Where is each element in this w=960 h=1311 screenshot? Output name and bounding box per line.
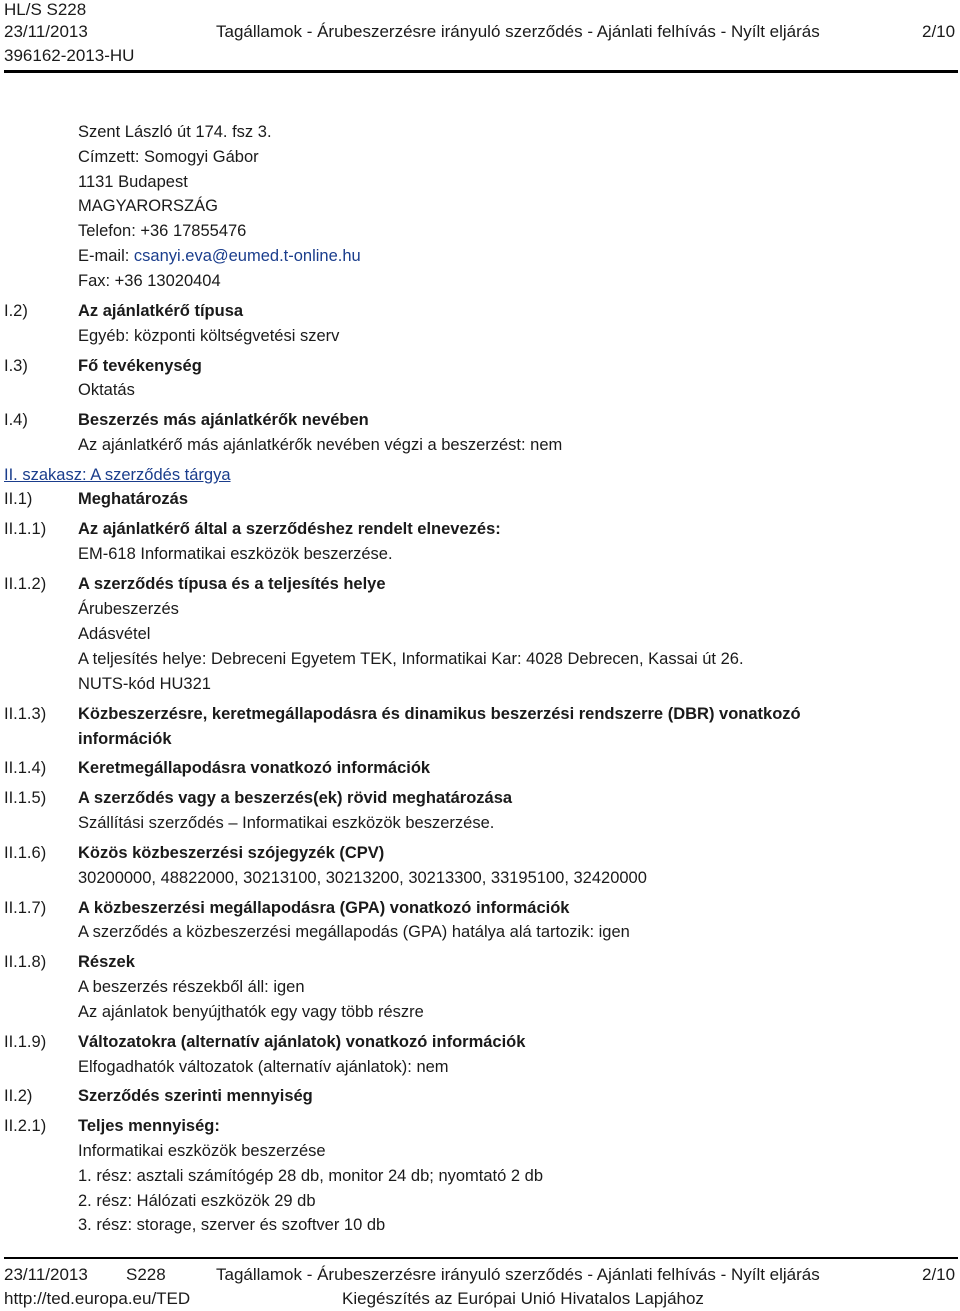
section-number-i4: I.4) bbox=[4, 411, 28, 429]
contact-email-link[interactable]: csanyi.eva@eumed.t-online.hu bbox=[133, 247, 361, 265]
section-number-ii2: II.2) bbox=[4, 1087, 33, 1105]
section-title1-ii13: Közbeszerzésre, keretmegállapodásra és dinamikus beszerzési rendszerre (DBR) vonatkozó bbox=[78, 705, 801, 723]
section-number-ii1: II.1) bbox=[4, 490, 33, 508]
section-line4-ii21: 3. rész: storage, szerver és szoftver 10 db bbox=[78, 1216, 386, 1234]
header-date: 23/11/2013 bbox=[4, 22, 88, 41]
section-title-ii15: A szerződés vagy a beszerzés(ek) rövid meghatározása bbox=[78, 789, 513, 807]
section-title-ii11: Az ajánlatkérő által a szerződéshez rendelt elnevezés: bbox=[78, 520, 501, 538]
section-number-i2: I.2) bbox=[4, 302, 28, 320]
footer-url[interactable]: http://ted.europa.eu/TED bbox=[4, 1289, 191, 1308]
header-title: Tagállamok - Árubeszerzésre irányuló szerződés - Ajánlati felhívás - Nyílt eljárás bbox=[216, 22, 820, 41]
doc-code: HL/S S228 bbox=[4, 0, 87, 19]
section-line2-ii12: Adásvétel bbox=[78, 625, 151, 643]
footer-title: Tagállamok - Árubeszerzésre irányuló szerződés - Ajánlati felhívás - Nyílt eljárás bbox=[216, 1265, 820, 1284]
section-title-ii18: Részek bbox=[78, 953, 135, 971]
section-title-ii19: Változatokra (alternatív ajánlatok) vonatkozó információk bbox=[78, 1033, 526, 1051]
section-number-ii12: II.1.2) bbox=[4, 575, 47, 593]
section-line2-ii21: 1. rész: asztali számítógép 28 db, monitor 24 db; nyomtató 2 db bbox=[78, 1167, 544, 1185]
section-text-ii15: Szállítási szerződés – Informatikai eszközök beszerzése. bbox=[78, 814, 495, 832]
section-line2-ii18: Az ajánlatok benyújthatók egy vagy több részre bbox=[78, 1003, 424, 1021]
contact-email-row bbox=[78, 246, 361, 266]
footer-date: 23/11/2013 bbox=[4, 1265, 88, 1284]
section-line4-ii12: NUTS-kód HU321 bbox=[78, 675, 211, 693]
contact-email-label: E-mail: bbox=[78, 247, 134, 265]
section-title-ii14: Keretmegállapodásra vonatkozó információk bbox=[78, 759, 431, 777]
section-number-i3: I.3) bbox=[4, 357, 28, 375]
section-line3-ii21: 2. rész: Hálózati eszközök 29 db bbox=[78, 1192, 316, 1210]
footer-supplement: Kiegészítés az Európai Unió Hivatalos Lapjához bbox=[342, 1289, 704, 1308]
section-text-ii16: 30200000, 48822000, 30213100, 30213200, 30213300, 33195100, 32420000 bbox=[78, 869, 647, 887]
section-title-i2: Az ajánlatkérő típusa bbox=[78, 302, 244, 320]
section-line1-ii18: A beszerzés részekből áll: igen bbox=[78, 978, 305, 996]
section-line3-ii12: A teljesítés helye: Debreceni Egyetem TEK, Informatikai Kar: 4028 Debrecen, Kassai út 26. bbox=[78, 650, 744, 668]
header-page: 2/10 bbox=[922, 22, 956, 41]
section-line1-ii21: Informatikai eszközök beszerzése bbox=[78, 1142, 326, 1160]
section-text-ii17: A szerződés a közbeszerzési megállapodás (GPA) hatálya alá tartozik: igen bbox=[78, 923, 630, 941]
section-number-ii18: II.1.8) bbox=[4, 953, 47, 971]
section-number-ii16: II.1.6) bbox=[4, 844, 47, 862]
section-text-i3: Oktatás bbox=[78, 381, 135, 399]
section-number-ii15: II.1.5) bbox=[4, 789, 47, 807]
section-text-ii19: Elfogadhatók változatok (alternatív ajánlatok): nem bbox=[78, 1058, 449, 1076]
section-text-i2: Egyéb: központi költségvetési szerv bbox=[78, 327, 340, 345]
contact-city: 1131 Budapest bbox=[78, 173, 188, 191]
section-title-i3: Fő tevékenység bbox=[78, 357, 202, 375]
section-number-ii11: II.1.1) bbox=[4, 520, 47, 538]
section-text-i4: Az ajánlatkérő más ajánlatkérők nevében végzi a beszerzést: nem bbox=[78, 436, 563, 454]
footer-rule bbox=[4, 1257, 958, 1259]
header-rule bbox=[4, 70, 958, 73]
contact-address: Szent László út 174. fsz 3. bbox=[78, 123, 272, 141]
section-title-ii21: Teljes mennyiség: bbox=[78, 1117, 220, 1135]
section-number-ii21: II.2.1) bbox=[4, 1117, 47, 1135]
section-number-ii19: II.1.9) bbox=[4, 1033, 47, 1051]
contact-fax: Fax: +36 13020404 bbox=[78, 272, 221, 290]
section-line1-ii12: Árubeszerzés bbox=[78, 600, 179, 618]
section-number-ii17: II.1.7) bbox=[4, 899, 47, 917]
footer-page: 2/10 bbox=[922, 1265, 956, 1284]
section-title-ii17: A közbeszerzési megállapodásra (GPA) vonatkozó információk bbox=[78, 899, 570, 917]
section-text-ii11: EM-618 Informatikai eszközök beszerzése. bbox=[78, 545, 393, 563]
section-title-ii[interactable]: II. szakasz: A szerződés tárgya bbox=[4, 466, 231, 484]
section-number-ii14: II.1.4) bbox=[4, 759, 47, 777]
section-title2-ii13: információk bbox=[78, 730, 172, 748]
section-number-ii13: II.1.3) bbox=[4, 705, 47, 723]
section-title-ii2: Szerződés szerinti mennyiség bbox=[78, 1087, 313, 1105]
section-title-ii1: Meghatározás bbox=[78, 490, 189, 508]
contact-country: MAGYARORSZÁG bbox=[78, 197, 218, 215]
section-title-ii16: Közös közbeszerzési szójegyzék (CPV) bbox=[78, 844, 385, 862]
footer-code: S228 bbox=[126, 1265, 166, 1284]
header-doc-id: 396162-2013-HU bbox=[4, 46, 135, 65]
section-title-i4: Beszerzés más ajánlatkérők nevében bbox=[78, 411, 369, 429]
contact-recipient: Címzett: Somogyi Gábor bbox=[78, 148, 259, 166]
section-title-ii12: A szerződés típusa és a teljesítés helye bbox=[78, 575, 386, 593]
contact-phone: Telefon: +36 17855476 bbox=[78, 222, 247, 240]
